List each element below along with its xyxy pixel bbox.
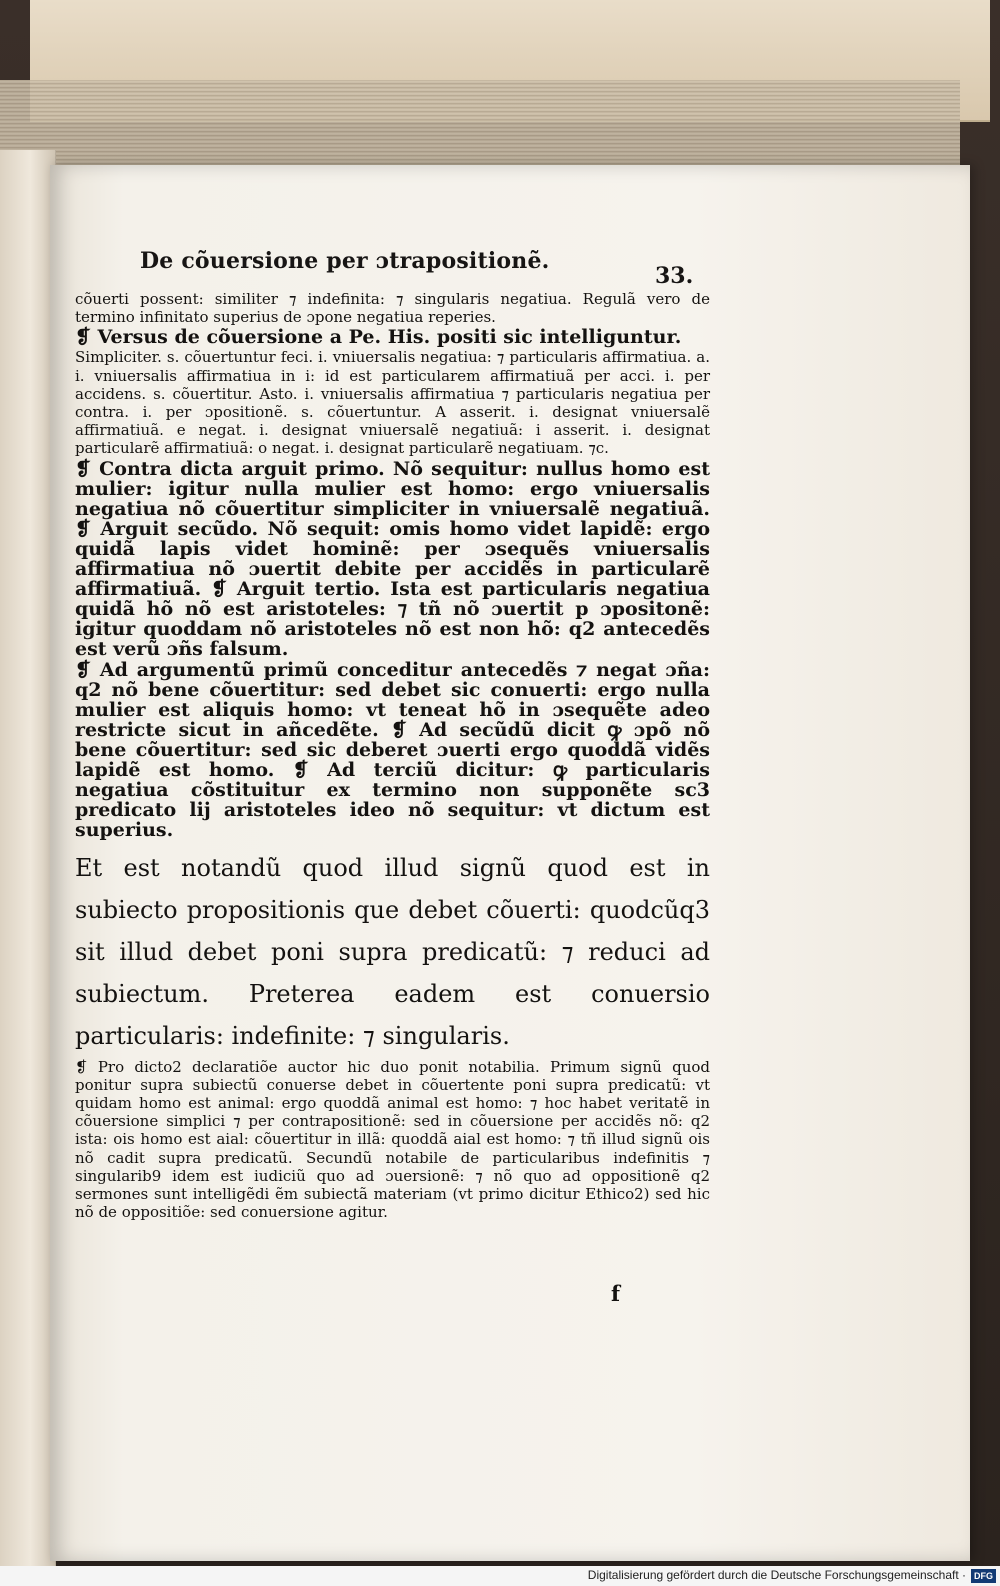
page-edges: [0, 80, 960, 175]
folio-number: 33.: [655, 263, 694, 289]
paragraph-conversion-rule: cõuerti possent: similiter ⁊ indefinita: ⁊ singularis negatiua. Regulã vero de termino infinitato superius de ɔpone negatiua reperies.: [75, 290, 710, 327]
paragraph-simpliciter: Simpliciter. s. cõuertuntur feci. i. vniuersalis negatiua: ⁊ particularis affirmatiua. a. i. vniuersalis affirmatiua in i: id est particularem affirmatiuã per acci. i. per accidens. s. cõuertitur. Asto. i. vniuersalis affirmatiua ⁊ particularis negatiua per contra. i. per ɔpositionẽ. s. cõuertuntur. A asserit. i. designat vniuersalẽ affirmatiuã. e negat. i. designat vniuersalẽ negatiuã: i asserit. i. designat particularẽ affirmatiuã: o negat. i. designat particularẽ negatiuam. ⁊c.: [75, 348, 710, 458]
digitization-footer: [0, 1566, 1000, 1586]
paragraph-verses-heading: ❡ Versus de cõuersione a Pe. His. positi sic intelliguntur.: [75, 326, 682, 349]
signature-mark: f: [611, 1281, 621, 1306]
main-text-block: [75, 290, 710, 1222]
paragraph-arguments: ❡ Contra dicta arguit primo. Nõ sequitur: nullus homo est mulier: igitur nulla mulier est homo: ergo vniuersalis negatiua nõ cõuertitur simpliciter in vniuersalẽ negatiuã. ❡ Arguit secũdo. Nõ sequit: omis homo videt lapidẽ: ergo quidã lapis videt hominẽ: per ɔsequẽs vniuersalis affirmatiua nõ ɔuertit debite per accidẽs in particularẽ affirmatiuã. ❡ Arguit tertio. Ista est particularis negatiua quidã hõ nõ est aristoteles: ⁊ tñ nõ ɔuertit p ɔpositonẽ: igitur quoddam nõ aristoteles nõ est non hõ: q2 antecedẽs est verũ ɔñs falsum.: [75, 457, 710, 660]
paragraph-notandum: Et est notandũ quod illud signũ quod est in subiecto propositionis que debet cõuerti: quodcũq3 sit illud debet poni supra predicatũ: ⁊ reduci ad subiectum. Preterea eadem est conuersio particularis: indefinite: ⁊ singularis.: [75, 853, 710, 1050]
dfg-logo: DFG: [971, 1569, 996, 1583]
left-page-curl: [0, 150, 56, 1566]
paragraph-responses: ❡ Ad argumentũ primũ conceditur antecedẽs ⁊ negat ɔña: q2 nõ bene cõuertitur: sed debet sic conuerti: ergo nulla mulier est aliquis homo: vt teneat hõ in ɔsequẽte adeo restricte sicut in añcedẽte. ❡ Ad secũdũ dicit ꝙ ɔpõ nõ bene cõuertitur: sed sic deberet ɔuerti ergo quoddã vidẽs lapidẽ est homo. ❡ Ad terciũ dicitur: ꝙ particularis negatiua cõstituitur ex termino non supponẽte sc3 predicato lij aristoteles ideo nõ sequitur: vt dictum est superius.: [75, 658, 710, 841]
running-head: De cõuersione per ɔtrapositionẽ.: [140, 248, 550, 274]
paragraph-notabilia: ❡ Pro dicto2 declaratiõe auctor hic duo ponit notabilia. Primum signũ quod ponitur supra subiectũ conuerse debet in cõuertente poni supra predicatũ: vt quidam homo est animal: ergo quoddã animal est homo: ⁊ hoc habet veritatẽ in cõuersione simplici ⁊ per contrapositionẽ: sed in cõuersione per accidẽs nõ: q2 ista: ois homo est aial: cõuertitur in illã: quoddã aial est homo: ⁊ tñ illud signũ ois nõ cadit supra predicatũ. Secundũ notabile de particularibus indefinitis ⁊ singularib9 idem est iudiciũ quo ad ɔuersionẽ: ⁊ nõ quo ad oppositionẽ q2 sermones sunt intelligẽdi ẽm subiectã materiam (vt primo dicitur Ethico2) sed hic nõ de oppositiõe: sed conuersione agitur.: [75, 1057, 710, 1222]
funding-credit: Digitalisierung gefördert durch die Deutsche Forschungsgemeinschaft ·: [587, 1568, 966, 1582]
